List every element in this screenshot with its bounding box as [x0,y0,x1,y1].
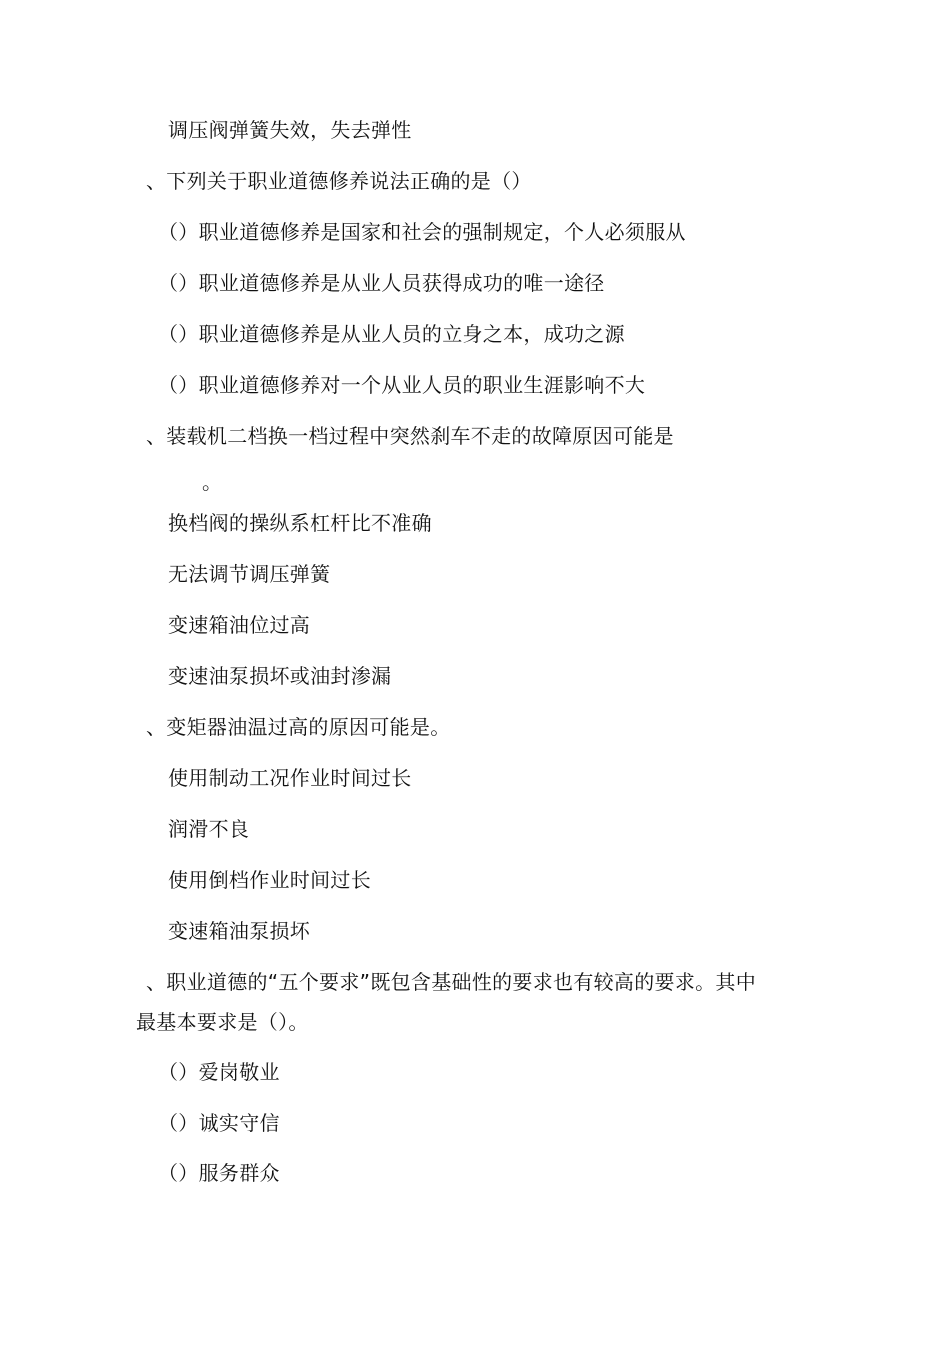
option-text: 无法调节调压弹簧 [168,562,331,586]
option-text: （）职业道德修养是从业人员的立身之本，成功之源 [158,322,625,346]
option-text: 变速油泵损坏或油封渗漏 [168,664,392,688]
option-text: （）职业道德修养对一个从业人员的职业生涯影响不大 [158,373,646,397]
question-text-cont: 最基本要求是（）。 [136,1010,309,1034]
option-text: （）服务群众 [158,1161,280,1185]
period-mark: 。 [202,470,223,494]
question-text: 、变矩器油温过高的原因可能是。 [146,715,451,739]
option-text: 换档阀的操纵系杠杆比不准确 [168,511,432,535]
option-text: （）职业道德修养是从业人员获得成功的唯一途径 [158,271,605,295]
option-text: 润滑不良 [168,817,250,841]
question-text: 、下列关于职业道德修养说法正确的是（） [146,169,532,193]
option-text: 使用倒档作业时间过长 [168,868,371,892]
question-text: 、职业道德的“五个要求”既包含基础性的要求也有较高的要求。其中 [146,970,757,994]
option-text: （）爱岗敬业 [158,1060,280,1084]
option-text: 变速箱油泵损坏 [168,919,311,943]
option-text: 变速箱油位过高 [168,613,311,637]
question-text: 、装载机二档换一档过程中突然刹车不走的故障原因可能是 [146,424,674,448]
option-text: 调压阀弹簧失效，失去弹性 [168,118,412,142]
option-text: 使用制动工况作业时间过长 [168,766,412,790]
option-text: （）诚实守信 [158,1111,280,1135]
option-text: （）职业道德修养是国家和社会的强制规定，个人必须服从 [158,220,686,244]
